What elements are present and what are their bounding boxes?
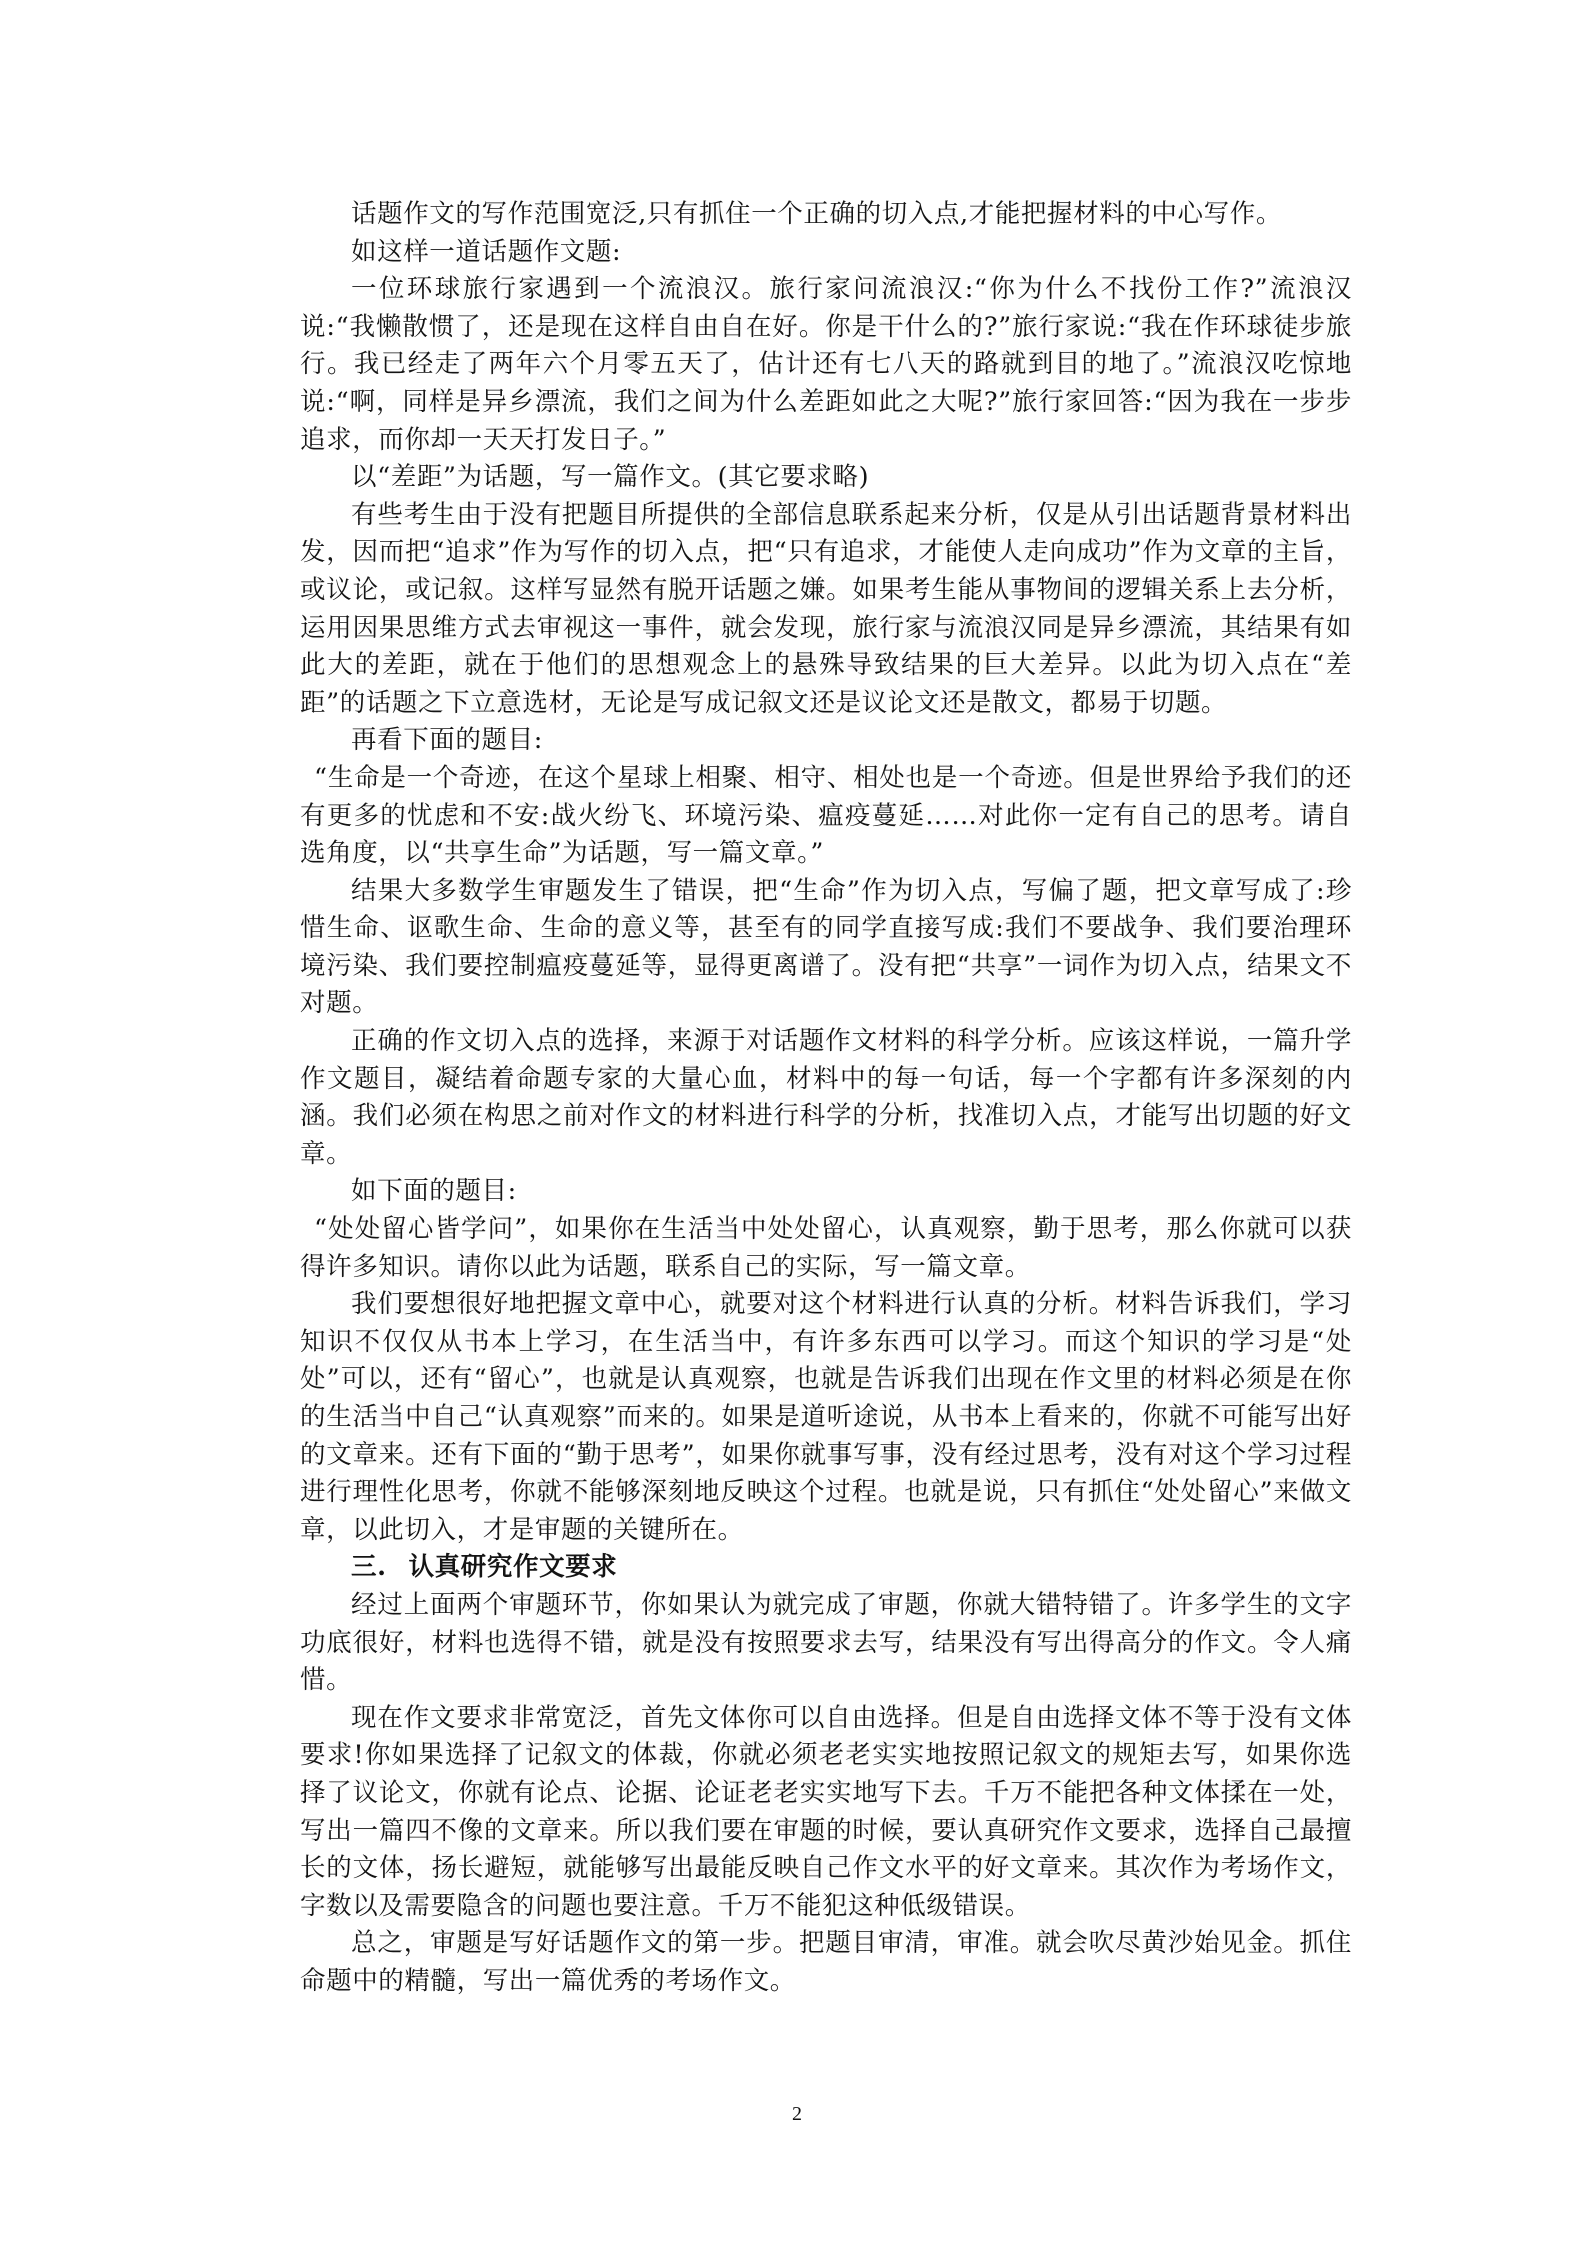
paragraph-following-question-intro: 如下面的题目: bbox=[351, 1176, 517, 1207]
paragraph-example-intro: 如这样一道话题作文题: bbox=[351, 236, 622, 267]
paragraph-genre-choice: 现在作文要求非常宽泛，首先文体你可以自由选择。但是自由选择文体不等于没有文体要求!你如果选择了记叙文的体裁，你就必须老老实实地按照记叙文的规矩去写，如果你选择了议论文，你就有论点、论据、论证老老实实地写下去。千万不能把各种文体揉在一处，写出一篇四不像的文章来。所以我们要在审题的时候，要认真研究作文要求，选择自己最擅长的文体，扬长避短，就能够写出最能反映自己作文水平的好文章来。其次作为考场作文，字数以及需要隐含的问题也要注意。千万不能犯这种低级错误。 bbox=[300, 1702, 1352, 1921]
document-body bbox=[300, 196, 1352, 2001]
paragraph-learning-prompt: “处处留心皆学问”，如果你在生活当中处处留心，认真观察，勤于思考，那么你就可以获得许多知识。请你以此为话题，联系自己的实际，写一篇文章。 bbox=[300, 1214, 1352, 1282]
paragraph-gap-topic-prompt: 以“差距”为话题，写一篇作文。(其它要求略) bbox=[351, 462, 870, 493]
paragraph-next-question-intro: 再看下面的题目: bbox=[351, 725, 543, 756]
paragraph-conclusion: 总之，审题是写好话题作文的第一步。把题目审清，审准。就会吹尽黄沙始见金。抓住命题中的精髓，写出一篇优秀的考场作文。 bbox=[300, 1928, 1352, 1996]
section-heading-number: 三. bbox=[351, 1552, 387, 1583]
paragraph-traveler-story: 一位环球旅行家遇到一个流浪汉。旅行家问流浪汉:“你为什么不找份工作?”流浪汉说:“我懒散惯了，还是现在这样自由自在好。你是干什么的?”旅行家说:“我在作环球徒步旅行。我已经走了两年六个月零五天了，估计还有七八天的路就到目的地了。”流浪汉吃惊地说:“啊，同样是异乡漂流，我们之间为什么差距如此之大呢?”旅行家回答:“因为我在一步步追求，而你却一天天打发日子。” bbox=[300, 274, 1352, 455]
page-number: 2 bbox=[792, 2103, 802, 2125]
paragraph-topic-essay-scope: 话题作文的写作范围宽泛,只有抓住一个正确的切入点,才能把握材料的中心写作。 bbox=[351, 199, 1282, 229]
paragraph-learning-analysis: 我们要想很好地把握文章中心，就要对这个材料进行认真的分析。材料告诉我们，学习知识不仅仅从书本上学习，在生活当中，有许多东西可以学习。而这个知识的学习是“处处”可以，还有“留心”，也就是认真观察，也就是告诉我们出现在作文里的材料必须是在你的生活当中自己“认真观察”而来的。如果是道听途说，从书本上看来的，你就不可能写出好的文章来。还有下面的“勤于思考”，如果你就事写事，没有经过思考，没有对这个学习过程进行理性化思考，你就不能够深刻地反映这个过程。也就是说，只有抓住“处处留心”来做文章，以此切入，才是审题的关键所在。 bbox=[300, 1289, 1352, 1545]
paragraph-requirements-intro: 经过上面两个审题环节，你如果认为就完成了审题，你就大错特错了。许多学生的文字功底很好，材料也选得不错，就是没有按照要求去写，结果没有写出得高分的作文。令人痛惜。 bbox=[300, 1589, 1352, 1696]
paragraph-correct-entry-point: 正确的作文切入点的选择，来源于对话题作文材料的科学分析。应该这样说，一篇升学作文题目，凝结着命题专家的大量心血，材料中的每一句话，每一个字都有许多深刻的内涵。我们必须在构思之前对作文的材料进行科学的分析，找准切入点，才能写出切题的好文章。 bbox=[300, 1026, 1352, 1169]
paragraph-life-prompt: “生命是一个奇迹，在这个星球上相聚、相守、相处也是一个奇迹。但是世界给予我们的还有更多的忧虑和不安:战火纷飞、环境污染、瘟疫蔓延……对此你一定有自己的思考。请自选角度，以“共享生命”为话题，写一篇文章。” bbox=[300, 762, 1352, 869]
section-heading bbox=[300, 1549, 1352, 1587]
paragraph-gap-analysis: 有些考生由于没有把题目所提供的全部信息联系起来分析，仅是从引出话题背景材料出发，因而把“追求”作为写作的切入点，把“只有追求，才能使人走向成功”作为文章的主旨，或议论，或记叙。这样写显然有脱开话题之嫌。如果考生能从事物间的逻辑关系上去分析，运用因果思维方式去审视这一事件，就会发现，旅行家与流浪汉同是异乡漂流，其结果有如此大的差距，就在于他们的思想观念上的悬殊导致结果的巨大差异。以此为切入点在“差距”的话题之下立意选材，无论是写成记叙文还是议论文还是散文，都易于切题。 bbox=[300, 499, 1352, 718]
section-heading-title: 认真研究作文要求 bbox=[408, 1552, 618, 1583]
paragraph-life-mistakes: 结果大多数学生审题发生了错误，把“生命”作为切入点，写偏了题，把文章写成了:珍惜生命、讴歌生命、生命的意义等，甚至有的同学直接写成:我们不要战争、我们要治理环境污染、我们要控制瘟疫蔓延等，显得更离谱了。没有把“共享”一词作为切入点，结果文不对题。 bbox=[300, 875, 1352, 1019]
